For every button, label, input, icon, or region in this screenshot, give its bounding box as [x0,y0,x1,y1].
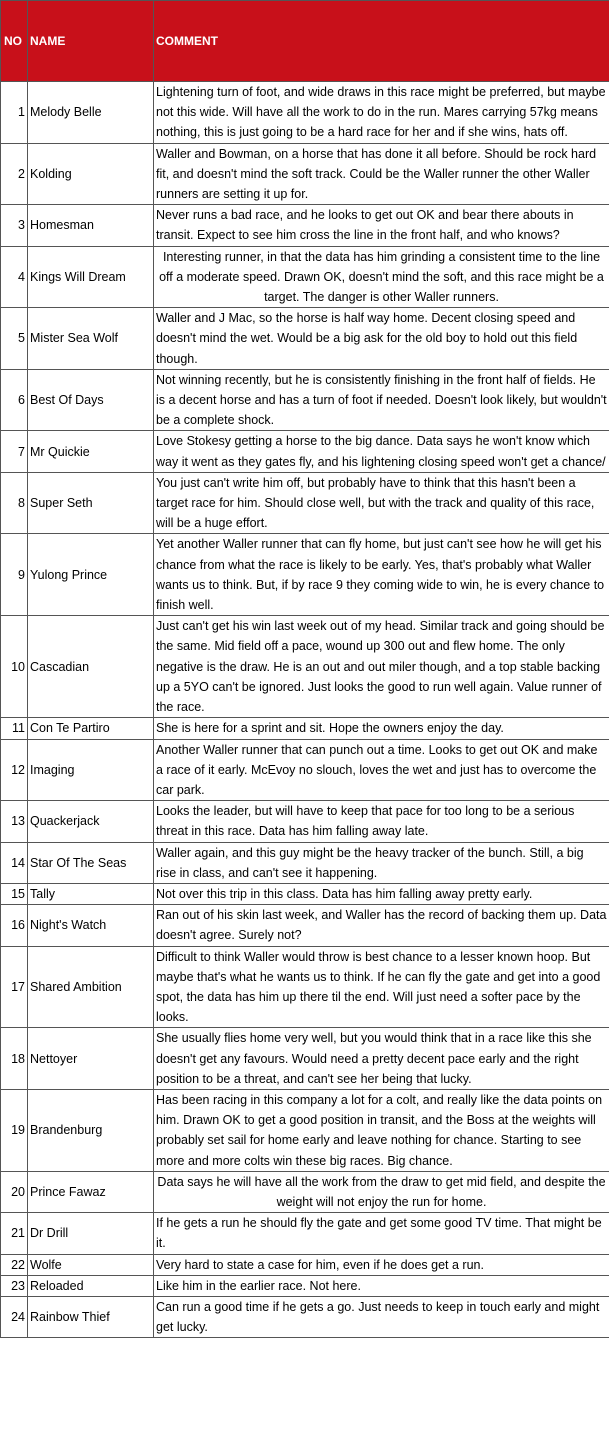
table-row [1,534,609,616]
table-row [1,883,609,904]
runner-name: Kings Will Dream [28,246,154,308]
runner-name: Yulong Prince [28,534,154,616]
table-row [1,308,609,370]
runner-name: Con Te Partiro [28,718,154,739]
table-row [1,801,609,842]
table-row [1,718,609,739]
table-row [1,1296,609,1337]
runner-comment: Not over this trip in this class. Data has him falling away pretty early. [154,883,609,904]
runner-comment: Interesting runner, in that the data has him grinding a consistent time to the line off a moderate speed. Drawn OK, doesn't mind the soft, and this race might be a target. The danger is other Waller runners. [154,246,609,308]
table-row [1,842,609,883]
runner-number: 19 [1,1089,28,1171]
table-row [1,739,609,801]
runner-name: Rainbow Thief [28,1296,154,1337]
runner-number: 24 [1,1296,28,1337]
runner-comment: Not winning recently, but he is consistently finishing in the front half of fields. He is a decent horse and has a turn of foot if needed. Doesn't look likely, but wouldn't be a complete shock. [154,369,609,431]
runner-number: 16 [1,905,28,946]
runner-number: 8 [1,472,28,534]
runner-comment: Just can't get his win last week out of my head. Similar track and going should be the same. Mid field off a pace, wound up 300 out and flew home. The only negative is the draw. He is an out and out miler though, and a top stable backing up a 5YO can't be ignored. Just looks the good to run well again. Value runner of the race. [154,616,609,718]
runner-name: Shared Ambition [28,946,154,1028]
runner-name: Imaging [28,739,154,801]
runner-comment: Ran out of his skin last week, and Waller has the record of backing them up. Data doesn't agree. Surely not? [154,905,609,946]
runner-number: 10 [1,616,28,718]
runner-name: Wolfe [28,1254,154,1275]
table-row [1,1213,609,1254]
table-row [1,143,609,205]
runner-name: Mister Sea Wolf [28,308,154,370]
runner-number: 5 [1,308,28,370]
table-row [1,1171,609,1212]
table-row [1,472,609,534]
runner-comment: Another Waller runner that can punch out a time. Looks to get out OK and make a race of it early. McEvoy no slouch, loves the wet and just has to overcome the car park. [154,739,609,801]
table-row [1,905,609,946]
runner-number: 1 [1,82,28,144]
table-row [1,369,609,431]
runner-number: 14 [1,842,28,883]
runner-name: Super Seth [28,472,154,534]
runner-number: 20 [1,1171,28,1212]
runner-number: 9 [1,534,28,616]
runner-comment: Yet another Waller runner that can fly home, but just can't see how he will get his chance from what the race is likely to be early. Yes, that's probably what Waller wants us to think. But, if by race 9 they coming wide to win, he is every chance to finish well. [154,534,609,616]
runner-name: Star Of The Seas [28,842,154,883]
table-row [1,1028,609,1090]
runner-number: 2 [1,143,28,205]
runner-comment: Lightening turn of foot, and wide draws in this race might be preferred, but maybe not this wide. Will have all the work to do in the run. Mares carrying 57kg means nothing, this is just going to be a hard race for her and if she wins, hats off. [154,82,609,144]
runner-comment: She usually flies home very well, but you would think that in a race like this she doesn't get any favours. Would need a pretty decent pace early and the right position to be a threat, and can't see her being that lucky. [154,1028,609,1090]
runner-number: 13 [1,801,28,842]
runner-number: 12 [1,739,28,801]
table-row [1,1254,609,1275]
runner-comment: Very hard to state a case for him, even if he does get a run. [154,1254,609,1275]
runner-number: 4 [1,246,28,308]
runner-name: Tally [28,883,154,904]
runner-number: 11 [1,718,28,739]
table-row [1,946,609,1028]
runner-number: 7 [1,431,28,472]
runner-number: 15 [1,883,28,904]
runner-name: Nettoyer [28,1028,154,1090]
runner-comment: She is here for a sprint and sit. Hope the owners enjoy the day. [154,718,609,739]
runner-number: 18 [1,1028,28,1090]
runner-comment: Difficult to think Waller would throw is best chance to a lesser known hoop. But maybe that's what he wants us to think. If he can fly the gate and get into a good spot, the data has him up there til the end. Will just need a softer pace by the looks. [154,946,609,1028]
runner-number: 21 [1,1213,28,1254]
runner-comment: Waller again, and this guy might be the heavy tracker of the bunch. Still, a big rise in class, and can't see it happening. [154,842,609,883]
runner-name: Cascadian [28,616,154,718]
runner-name: Brandenburg [28,1089,154,1171]
runner-name: Quackerjack [28,801,154,842]
header-no: NO [1,1,28,82]
runner-number: 17 [1,946,28,1028]
runner-comment: Looks the leader, but will have to keep that pace for too long to be a serious threat in this race. Data has him falling away late. [154,801,609,842]
table-row [1,431,609,472]
header-comment: COMMENT [154,1,609,82]
runner-number: 6 [1,369,28,431]
table-row [1,1275,609,1296]
runner-name: Prince Fawaz [28,1171,154,1212]
runner-name: Mr Quickie [28,431,154,472]
runner-comment: Like him in the earlier race. Not here. [154,1275,609,1296]
runner-name: Best Of Days [28,369,154,431]
table-row [1,246,609,308]
table-row [1,205,609,246]
runner-number: 22 [1,1254,28,1275]
runner-comment: Never runs a bad race, and he looks to get out OK and bear there abouts in transit. Expect to see him cross the line in the front half, and who knows? [154,205,609,246]
table-row [1,82,609,144]
runner-comment: Has been racing in this company a lot for a colt, and really like the data points on him. Drawn OK to get a good position in transit, and the Boss at the weights will probably set sail for home early and leave nothing for chance. Starting to see more and more colts win these big races. Big chance. [154,1089,609,1171]
table-row [1,1089,609,1171]
runner-comment: Data says he will have all the work from the draw to get mid field, and despite the weight will not enjoy the run for home. [154,1171,609,1212]
runner-name: Dr Drill [28,1213,154,1254]
runner-comment: Can run a good time if he gets a go. Just needs to keep in touch early and might get lucky. [154,1296,609,1337]
runner-comment: Waller and J Mac, so the horse is half way home. Decent closing speed and doesn't mind the wet. Would be a big ask for the old boy to hold out this field though. [154,308,609,370]
runner-name: Melody Belle [28,82,154,144]
runner-number: 3 [1,205,28,246]
table-body [1,82,609,1338]
runner-name: Kolding [28,143,154,205]
runner-name: Reloaded [28,1275,154,1296]
runner-comment: If he gets a run he should fly the gate and get some good TV time. That might be it. [154,1213,609,1254]
runner-comment: You just can't write him off, but probably have to think that this hasn't been a target race for him. Should close well, but with the track and quality of this race, will be a huge effort. [154,472,609,534]
table-row [1,616,609,718]
runner-name: Homesman [28,205,154,246]
runner-number: 23 [1,1275,28,1296]
header-name: NAME [28,1,154,82]
runner-name: Night's Watch [28,905,154,946]
header-row [1,1,609,82]
runner-comment: Love Stokesy getting a horse to the big dance. Data says he won't know which way it went as they gates fly, and his lightening closing speed won't get a chance/ [154,431,609,472]
runner-comment: Waller and Bowman, on a horse that has done it all before. Should be rock hard fit, and doesn't mind the soft track. Could be the Waller runner the other Waller runners are setting it up for. [154,143,609,205]
